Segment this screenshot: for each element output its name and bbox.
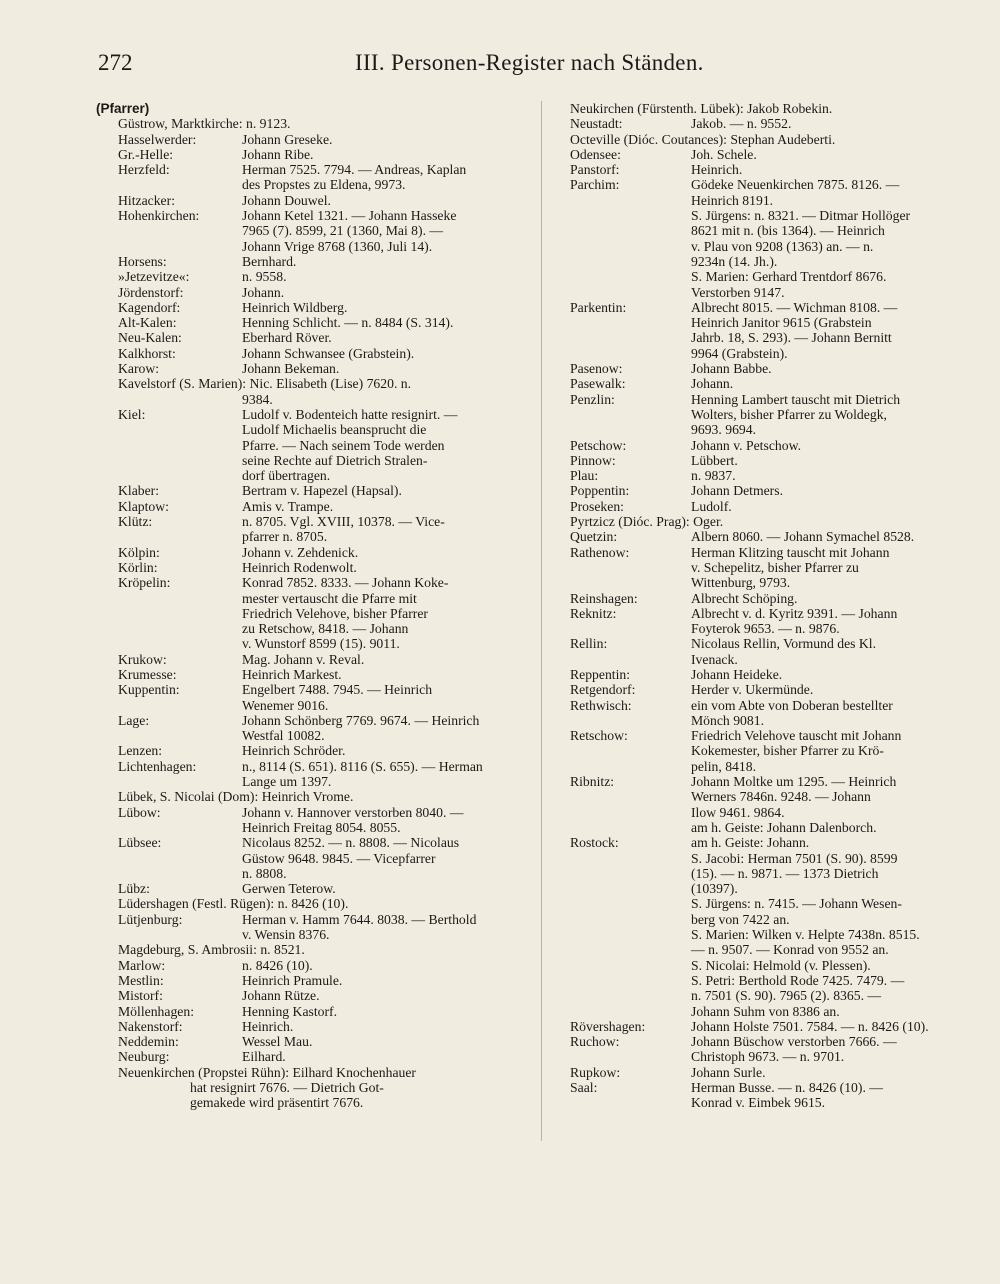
entry-text: Johann Rütze. xyxy=(242,988,320,1004)
place-name: Saal: xyxy=(570,1080,598,1095)
entry-text: Wenemer 9016. xyxy=(242,697,329,713)
place-name: Ribnitz: xyxy=(570,774,615,790)
place-name: Kagendorf: xyxy=(118,299,181,315)
place-name: Krumesse: xyxy=(118,666,177,682)
entry-text: Friedrich Velehove tauscht mit Johann xyxy=(691,728,902,744)
entry-text: Jakob. — n. 9552. xyxy=(691,116,792,132)
right-column xyxy=(570,101,980,1111)
place-name: Lübsee: xyxy=(118,835,162,851)
left-column xyxy=(96,101,538,1111)
entry-text: Lange um 1397. xyxy=(242,774,332,790)
entry-text: Bertram v. Hapezel (Hapsal). xyxy=(242,483,402,499)
place-name: Hohenkirchen: xyxy=(118,208,200,224)
register-entry xyxy=(570,300,980,361)
entry-text: Herman v. Hamm 7644. 8038. — Berthold xyxy=(242,911,477,927)
entry-text: Lübbert. xyxy=(691,452,738,468)
entry-text: mester vertauscht die Pfarre mit xyxy=(242,590,417,606)
entry-text: Eilhard. xyxy=(242,1049,286,1065)
place-name: Krukow: xyxy=(118,651,167,667)
register-entry xyxy=(118,162,538,193)
place-name: Rathenow: xyxy=(570,544,630,560)
place-name: Pasenow: xyxy=(570,361,623,377)
entry-text: Johann Surle. xyxy=(691,1064,766,1080)
entry-text: Ludolf. xyxy=(691,498,732,514)
register-entry xyxy=(118,407,538,483)
register-entry xyxy=(570,698,980,729)
entry-text: v. Schepelitz, bisher Pfarrer zu xyxy=(691,559,859,575)
entry-text: Herder v. Ukermünde. xyxy=(691,682,814,698)
register-entry xyxy=(570,667,980,682)
entry-text: Heinrich Rodenwolt. xyxy=(242,559,357,575)
entry-text: v. Wunstorf 8599 (15). 9011. xyxy=(242,636,400,652)
place-name: Horsens: xyxy=(118,253,167,269)
entry-line: Kavelstorf (S. Marien): Nic. Elisabeth (Lise) 7620. n. xyxy=(118,376,412,392)
running-header: III. Personen-Register nach Ständen. xyxy=(355,50,704,75)
entry-line: Lübek, S. Nicolai (Dom): Heinrich Vrome. xyxy=(118,789,354,805)
entry-text: Heinrich. xyxy=(242,1018,294,1034)
entry-text: S. Marien: Gerhard Trentdorf 8676. xyxy=(691,269,887,285)
place-name: Rellin: xyxy=(570,636,608,652)
entry-text: Engelbert 7488. 7945. — Heinrich xyxy=(242,682,433,698)
register-entry xyxy=(118,942,538,957)
register-entry xyxy=(570,514,980,529)
register-entry xyxy=(570,116,980,131)
register-entry xyxy=(570,774,980,835)
place-name: Alt-Kalen: xyxy=(118,315,177,331)
place-name: Reinshagen: xyxy=(570,590,638,606)
place-name: Kalkhorst: xyxy=(118,345,176,361)
register-entry xyxy=(118,315,538,330)
register-entry xyxy=(570,545,980,591)
entry-text: Heinrich Freitag 8054. 8055. xyxy=(242,819,401,835)
entry-text: Johann Heideke. xyxy=(691,666,783,682)
register-entry xyxy=(570,162,980,177)
register-entry xyxy=(570,468,980,483)
entry-text: 9964 (Grabstein). xyxy=(691,345,788,361)
register-entry xyxy=(118,789,538,804)
entry-text: Johann Schönberg 7769. 9674. — Heinrich xyxy=(242,712,480,728)
entry-text: Johann Babbe. xyxy=(691,361,772,377)
register-entry xyxy=(118,1019,538,1034)
entry-text: 9693. 9694. xyxy=(691,422,757,438)
register-entry xyxy=(118,973,538,988)
place-name: Neddemin: xyxy=(118,1034,179,1050)
entry-text: Joh. Schele. xyxy=(691,146,757,162)
entry-text: n. 9837. xyxy=(691,468,736,484)
place-name: Hasselwerder: xyxy=(118,131,197,147)
register-entry xyxy=(118,514,538,545)
register-entry xyxy=(570,392,980,438)
place-name: Neustadt: xyxy=(570,116,623,132)
entry-text: Nicolaus 8252. — n. 8808. — Nicolaus xyxy=(242,835,460,851)
entry-text: Jahrb. 18, S. 293). — Johann Bernitt xyxy=(691,330,892,346)
entry-text: Eberhard Röver. xyxy=(242,330,332,346)
entry-text: Johann Detmers. xyxy=(691,483,783,499)
entry-text: 9234n (14. Jh.). xyxy=(691,253,778,269)
register-entry xyxy=(118,285,538,300)
register-entry xyxy=(118,805,538,836)
entry-line: Neukirchen (Fürstenth. Lübek): Jakob Robekin. xyxy=(570,101,833,116)
register-entry xyxy=(570,177,980,299)
entry-text: Gerwen Teterow. xyxy=(242,881,336,897)
register-entry xyxy=(570,728,980,774)
place-name: Mistorf: xyxy=(118,988,163,1004)
place-name: Rethwisch: xyxy=(570,697,632,713)
entry-text: seine Rechte auf Dietrich Stralen- xyxy=(242,452,428,468)
register-entry xyxy=(118,132,538,147)
entry-continuation: gemakede wird präsentirt 7676. xyxy=(190,1095,364,1111)
register-entry xyxy=(118,483,538,498)
entry-text: 7965 (7). 8599, 21 (1360, Mai 8). — xyxy=(242,223,444,239)
place-name: Kölpin: xyxy=(118,544,160,560)
register-entry xyxy=(570,499,980,514)
entry-text: Bernhard. xyxy=(242,253,297,269)
place-name: Gr.-Helle: xyxy=(118,146,174,162)
place-name: Odensee: xyxy=(570,146,621,162)
place-name: Rupkow: xyxy=(570,1064,621,1080)
register-entry xyxy=(118,1004,538,1019)
entry-text: Heinrich Pramule. xyxy=(242,972,343,988)
register-entry xyxy=(118,667,538,682)
register-entry xyxy=(570,529,980,544)
entry-text: v. Plau von 9208 (1363) an. — n. xyxy=(691,238,874,254)
place-name: Retschow: xyxy=(570,728,628,744)
entry-text: n., 8114 (S. 651). 8116 (S. 655). — Herman xyxy=(242,758,483,774)
place-name: Lütjenburg: xyxy=(118,911,183,927)
place-name: Klütz: xyxy=(118,514,153,530)
entry-text: ein vom Abte von Doberan bestellter xyxy=(691,697,893,713)
register-entry xyxy=(118,652,538,667)
register-entry xyxy=(118,147,538,162)
place-name: Pinnow: xyxy=(570,452,616,468)
entry-text: Nicolaus Rellin, Vormund des Kl. xyxy=(691,636,877,652)
entry-line: Lüdershagen (Festl. Rügen): n. 8426 (10). xyxy=(118,896,349,912)
place-name: Rövershagen: xyxy=(570,1018,646,1034)
column-divider xyxy=(541,101,542,1141)
entry-text: S. Jürgens: n. 8321. — Ditmar Hollöger xyxy=(691,208,911,224)
place-name: Möllenhagen: xyxy=(118,1003,195,1019)
entry-line: Magdeburg, S. Ambrosii: n. 8521. xyxy=(118,942,305,958)
register-entry xyxy=(570,591,980,606)
entry-text: Güstow 9648. 9845. — Vicepfarrer xyxy=(242,850,436,866)
register-entry xyxy=(570,132,980,147)
entry-text: n. 8705. Vgl. XVIII, 10378. — Vice- xyxy=(242,514,445,530)
entry-text: S. Nicolai: Helmold (v. Plessen). xyxy=(691,957,871,973)
entry-line: Pyrtzicz (Dióc. Prag): Oger. xyxy=(570,514,724,530)
place-name: Herzfeld: xyxy=(118,162,170,178)
place-name: Parchim: xyxy=(570,177,620,193)
entry-continuation: 9384. xyxy=(242,391,273,407)
entry-text: Heinrich Janitor 9615 (Grabstein xyxy=(691,315,872,331)
register-entry xyxy=(570,606,980,637)
register-entry xyxy=(118,376,538,407)
entry-line: Octeville (Dióc. Coutances): Stephan Audeberti. xyxy=(570,131,836,147)
register-entry xyxy=(118,759,538,790)
register-entry xyxy=(118,361,538,376)
register-entry xyxy=(570,1034,980,1065)
register-entry xyxy=(118,300,538,315)
entry-text: Johann Moltke um 1295. — Heinrich xyxy=(691,774,897,790)
entry-text: (10397). xyxy=(691,881,738,897)
register-entry xyxy=(118,1065,538,1111)
entry-text: Westfal 10082. xyxy=(242,728,325,744)
entry-text: Foyterok 9653. — n. 9876. xyxy=(691,621,840,637)
register-entry xyxy=(118,499,538,514)
entry-text: n. 9558. xyxy=(242,269,287,285)
register-entry xyxy=(570,1080,980,1111)
entry-text: Johann Suhm von 8386 an. xyxy=(691,1003,840,1019)
register-entry xyxy=(570,1065,980,1080)
entry-text: Johann Vrige 8768 (1360, Juli 14). xyxy=(242,238,433,254)
place-name: Quetzin: xyxy=(570,529,618,545)
place-name: Poppentin: xyxy=(570,483,630,499)
entry-text: Ludolf v. Bodenteich hatte resignirt. — xyxy=(242,406,458,422)
entry-text: Konrad 7852. 8333. — Johann Koke- xyxy=(242,575,449,591)
entry-text: Heinrich 8191. xyxy=(691,192,774,208)
place-name: Ruchow: xyxy=(570,1034,620,1050)
page-number: 272 xyxy=(98,50,133,75)
place-name: Klaber: xyxy=(118,483,160,499)
register-entry xyxy=(118,208,538,254)
entry-text: Johann Ketel 1321. — Johann Hasseke xyxy=(242,208,457,224)
place-name: Lenzen: xyxy=(118,743,163,759)
register-entry xyxy=(118,682,538,713)
place-name: Klaptow: xyxy=(118,498,169,514)
entry-text: 8621 mit n. (bis 1364). — Heinrich xyxy=(691,223,885,239)
entry-text: Johann Bekeman. xyxy=(242,361,340,377)
entry-line: Güstrow, Marktkirche: n. 9123. xyxy=(118,116,291,132)
entry-text: Johann Greseke. xyxy=(242,131,333,147)
entry-text: n. 8808. xyxy=(242,865,287,881)
place-name: Parkentin: xyxy=(570,299,627,315)
entry-text: zu Retschow, 8418. — Johann xyxy=(242,621,409,637)
entry-text: Ludolf Michaelis beansprucht die xyxy=(242,422,427,438)
place-name: Retgendorf: xyxy=(570,682,636,698)
entry-text: Ilow 9461. 9864. xyxy=(691,804,785,820)
register-entry xyxy=(118,896,538,911)
register-entry xyxy=(118,743,538,758)
entry-text: Kokemester, bisher Pfarrer zu Krö- xyxy=(691,743,884,759)
register-entry xyxy=(118,346,538,361)
entry-text: Johann v. Zehdenick. xyxy=(242,544,359,560)
entry-text: am h. Geiste: Johann Dalenborch. xyxy=(691,819,877,835)
entry-text: Johann Büschow verstorben 7666. — xyxy=(691,1034,897,1050)
entry-text: (15). — n. 9871. — 1373 Dietrich xyxy=(691,865,879,881)
entry-text: — n. 9507. — Konrad von 9552 an. xyxy=(691,942,889,958)
register-entry xyxy=(570,835,980,1019)
entry-text: Heinrich. xyxy=(691,162,743,178)
entry-text: Gödeke Neuenkirchen 7875. 8126. — xyxy=(691,177,900,193)
entry-text: Wittenburg, 9793. xyxy=(691,575,791,591)
place-name: Kröpelin: xyxy=(118,575,171,591)
entry-text: n. 8426 (10). xyxy=(242,957,313,973)
entry-text: Herman Busse. — n. 8426 (10). — xyxy=(691,1080,883,1095)
register-entry xyxy=(118,1049,538,1064)
entry-text: Herman 7525. 7794. — Andreas, Kaplan xyxy=(242,162,467,178)
register-entry xyxy=(118,560,538,575)
entry-text: Johann. xyxy=(691,376,734,392)
register-entry xyxy=(570,453,980,468)
entry-text: Mag. Johann v. Reval. xyxy=(242,651,365,667)
place-name: Pasewalk: xyxy=(570,376,626,392)
entry-line: Neuenkirchen (Propstei Rühn): Eilhard Knochenhauer xyxy=(118,1064,416,1080)
entry-text: Johann Holste 7501. 7584. — n. 8426 (10). xyxy=(691,1018,929,1034)
entry-text: pelin, 8418. xyxy=(691,758,757,774)
register-entry xyxy=(118,116,538,131)
register-entry xyxy=(118,545,538,560)
place-name: Proseken: xyxy=(570,498,624,514)
register-entry xyxy=(118,330,538,345)
register-entry xyxy=(570,483,980,498)
register-entry xyxy=(570,438,980,453)
entry-text: Ivenack. xyxy=(691,651,738,667)
place-name: Reppentin: xyxy=(570,666,631,682)
register-entry xyxy=(118,575,538,651)
entry-text: S. Jacobi: Herman 7501 (S. 90). 8599 xyxy=(691,850,898,866)
entry-text: Wolters, bisher Pfarrer zu Woldegk, xyxy=(691,406,887,422)
place-name: Reknitz: xyxy=(570,605,617,621)
register-entry xyxy=(118,269,538,284)
register-entry xyxy=(570,636,980,667)
register-entry xyxy=(570,682,980,697)
entry-continuation: hat resignirt 7676. — Dietrich Got- xyxy=(190,1080,384,1095)
place-name: Hitzacker: xyxy=(118,192,175,208)
entry-text: Johann Schwansee (Grabstein). xyxy=(242,345,415,361)
entry-text: am h. Geiste: Johann. xyxy=(691,835,810,851)
entry-text: Herman Klitzing tauscht mit Johann xyxy=(691,544,890,560)
place-name: Lichtenhagen: xyxy=(118,758,197,774)
entry-text: Amis v. Trampe. xyxy=(242,498,334,514)
place-name: Marlow: xyxy=(118,957,166,973)
entry-text: Johann Douwel. xyxy=(242,192,331,208)
entry-text: Christoph 9673. — n. 9701. xyxy=(691,1049,845,1065)
entry-text: Pfarre. — Nach seinem Tode werden xyxy=(242,437,445,453)
entry-text: Heinrich Markest. xyxy=(242,666,342,682)
register-entry xyxy=(118,713,538,744)
place-name: Panstorf: xyxy=(570,162,620,178)
entry-text: Albern 8060. — Johann Symachel 8528. xyxy=(691,529,915,545)
entry-text: S. Petri: Berthold Rode 7425. 7479. — xyxy=(691,972,905,988)
entry-text: des Propstes zu Eldena, 9973. xyxy=(242,177,406,193)
entry-text: Friedrich Velehove, bisher Pfarrer xyxy=(242,605,428,621)
place-name: Karow: xyxy=(118,361,160,377)
entry-text: Johann v. Hannover verstorben 8040. — xyxy=(242,804,464,820)
entry-text: Henning Lambert tauscht mit Dietrich xyxy=(691,391,901,407)
entry-text: Konrad v. Eimbek 9615. xyxy=(691,1095,826,1111)
place-name: Jördenstorf: xyxy=(118,284,184,300)
place-name: Rostock: xyxy=(570,835,619,851)
place-name: Petschow: xyxy=(570,437,627,453)
register-entry xyxy=(118,193,538,208)
register-entry xyxy=(570,361,980,376)
place-name: Kuppentin: xyxy=(118,682,180,698)
entry-text: Albrecht Schöping. xyxy=(691,590,798,606)
register-entry xyxy=(570,147,980,162)
entry-text: Werners 7846n. 9248. — Johann xyxy=(691,789,871,805)
section-heading: (Pfarrer) xyxy=(96,101,150,116)
entry-text: Albrecht 8015. — Wichman 8108. — xyxy=(691,299,898,315)
register-entry xyxy=(118,835,538,881)
register-entry xyxy=(118,881,538,896)
place-name: Nakenstorf: xyxy=(118,1018,183,1034)
entry-text: Verstorben 9147. xyxy=(691,284,785,300)
place-name: »Jetzevitze«: xyxy=(118,269,190,285)
entry-text: S. Marien: Wilken v. Helpte 7438n. 8515. xyxy=(691,927,920,943)
entry-text: Mönch 9081. xyxy=(691,712,764,728)
place-name: Penzlin: xyxy=(570,391,615,407)
entry-text: v. Wensin 8376. xyxy=(242,927,330,943)
place-name: Lage: xyxy=(118,712,150,728)
place-name: Neu-Kalen: xyxy=(118,330,182,346)
entry-text: Henning Kastorf. xyxy=(242,1003,338,1019)
entry-text: n. 7501 (S. 90). 7965 (2). 8365. — xyxy=(691,988,882,1004)
register-entry xyxy=(118,1034,538,1049)
place-name: Plau: xyxy=(570,468,599,484)
register-entry xyxy=(570,101,980,116)
entry-text: S. Jürgens: n. 7415. — Johann Wesen- xyxy=(691,896,902,912)
entry-text: Johann v. Petschow. xyxy=(691,437,801,453)
register-entry xyxy=(118,912,538,943)
entry-text: Henning Schlicht. — n. 8484 (S. 314). xyxy=(242,315,454,331)
entry-text: dorf übertragen. xyxy=(242,468,331,484)
entry-text: pfarrer n. 8705. xyxy=(242,529,328,545)
register-entry xyxy=(118,958,538,973)
register-entry xyxy=(570,376,980,391)
place-name: Kiel: xyxy=(118,406,146,422)
entry-text: Albrecht v. d. Kyritz 9391. — Johann xyxy=(691,605,898,621)
entry-text: Heinrich Schröder. xyxy=(242,743,346,759)
register-entry xyxy=(118,254,538,269)
place-name: Lübz: xyxy=(118,881,150,897)
entry-text: Heinrich Wildberg. xyxy=(242,299,348,315)
entry-text: Johann. xyxy=(242,284,285,300)
register-entry xyxy=(118,988,538,1003)
place-name: Mestlin: xyxy=(118,972,164,988)
place-name: Körlin: xyxy=(118,559,158,575)
place-name: Lübow: xyxy=(118,804,161,820)
entry-text: Johann Ribe. xyxy=(242,146,314,162)
register-entry xyxy=(570,1019,980,1034)
place-name: Neuburg: xyxy=(118,1049,170,1065)
entry-text: berg von 7422 an. xyxy=(691,911,790,927)
entry-text: Wessel Mau. xyxy=(242,1034,313,1050)
